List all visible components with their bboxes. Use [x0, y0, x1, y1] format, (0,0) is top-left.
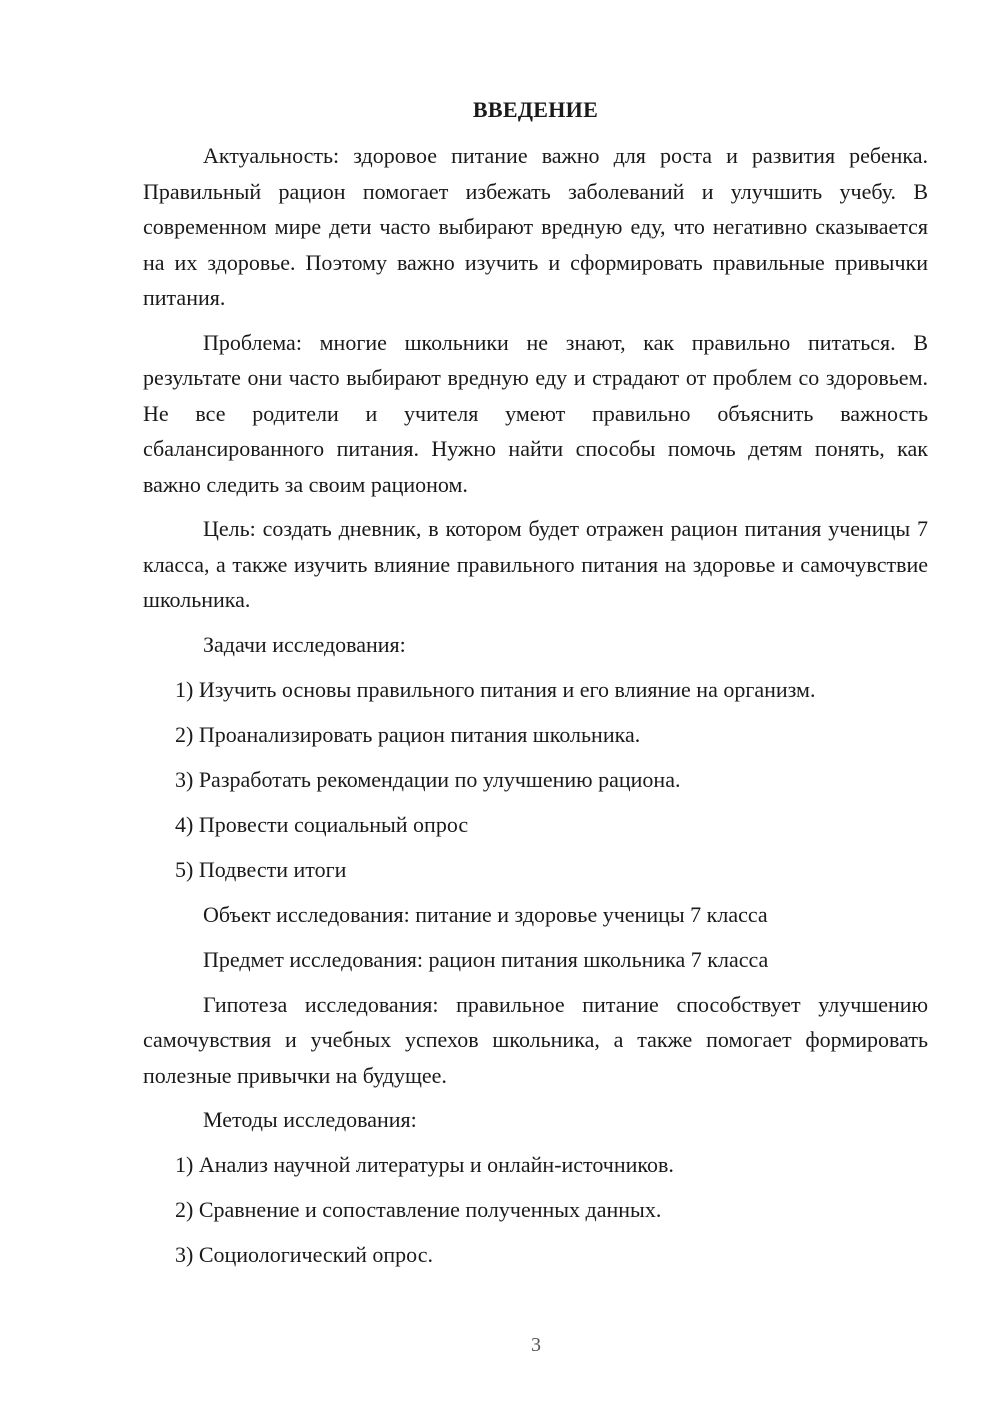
methods-heading: Методы исследования:	[203, 1107, 417, 1132]
task-item: 3) Разработать рекомендации по улучшению рациона.	[175, 766, 681, 792]
section-title: ВВЕДЕНИЕ	[472, 97, 599, 122]
page-number: 3	[531, 1334, 541, 1356]
method-item: 2) Сравнение и сопоставление полученных данных.	[175, 1197, 662, 1222]
method-item: 1) Анализ научной литературы и онлайн-источников.	[175, 1152, 674, 1177]
method-item: 3) Социологический опрос.	[175, 1242, 433, 1267]
task-item: 4) Провести социальный опрос	[175, 811, 469, 837]
research-object: Объект исследования: питание и здоровье ученицы 7 класса	[203, 901, 768, 927]
task-item: 5) Подвести итоги	[175, 856, 347, 882]
problem-paragraph: Проблема: многие школьники не знают, как правильно питаться. В результате они часто выбирают вредную еду и страдают от проблем со здоровьем. Не все родители и учителя умеют правильно объяснить важность сбалансированного питания. Нужно найти способы помочь детям понять, как важно следить за своим рационом.	[143, 329, 928, 497]
tasks-heading: Задачи исследования:	[203, 631, 406, 657]
research-subject: Предмет исследования: рацион питания школьника 7 класса	[203, 946, 769, 972]
task-item: 1) Изучить основы правильного питания и его влияние на организм.	[175, 676, 816, 702]
task-item: 2) Проанализировать рацион питания школьника.	[175, 721, 641, 747]
page-content	[143, 92, 928, 1282]
hypothesis-paragraph: Гипотеза исследования: правильное питание способствует улучшению самочувствия и учебных успехов школьника, а также помогает формировать полезные привычки на будущее.	[143, 991, 928, 1088]
relevance-paragraph: Актуальность: здоровое питание важно для роста и развития ребенка. Правильный рацион помогает избежать заболеваний и улучшить учебу. В современном мире дети часто выбирают вредную еду, что негативно сказывается на их здоровье. Поэтому важно изучить и сформировать правильные привычки питания.	[143, 143, 928, 310]
goal-paragraph: Цель: создать дневник, в котором будет отражен рацион питания ученицы 7 класса, а также изучить влияние правильного питания на здоровье и самочувствие школьника.	[143, 516, 928, 612]
